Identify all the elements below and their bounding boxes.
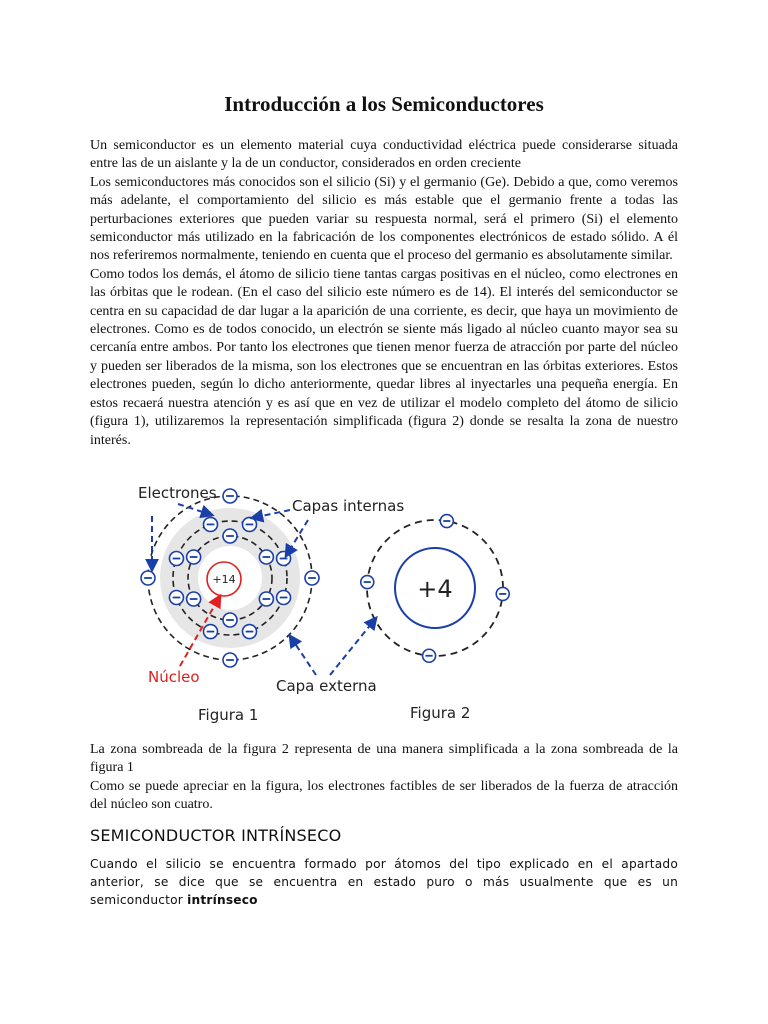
paragraph: Los semiconductores más conocidos son el silicio (Si) y el germanio (Ge). Debido a que, como veremos más adelante, el comportamiento del silicio es más estable que el germanio frente a todas las perturbaciones exteriores que pueden variar su respuesta normal, será el primero (Si) el elemento semiconductor más utilizado en la fabricación de los componentes electrónicos de estado sólido. A él nos referiremos normalmente, teniendo en cuenta que el proceso del germanio es absolutamente similar. <box>90 174 678 264</box>
section-paragraph-bold: intrínseco <box>187 893 258 907</box>
atom-diagram <box>130 478 510 728</box>
paragraph: Como se puede apreciar en la figura, los electrones factibles de ser liberados de la fuerza de atracción del núcleo son cuatro. <box>90 778 678 813</box>
paragraph: La zona sombreada de la figura 2 representa de una manera simplificada a la zona sombreada de la figura 1 <box>90 742 678 776</box>
caption-figura-1: Figura 1 <box>198 706 259 724</box>
arrow-capa-externa-1 <box>290 636 316 675</box>
section-paragraph-text: Cuando el silicio se encuentra formado por átomos del tipo explicado en el apartado anterior, se dice que se encuentra en estado puro o más usualmente que es un semiconductor <box>90 857 678 907</box>
arrow-capas-internas-2 <box>286 520 308 556</box>
arrow-capa-externa-2 <box>330 618 376 675</box>
caption-figura-2: Figura 2 <box>410 704 471 722</box>
label-capas-internas: Capas internas <box>292 497 405 515</box>
label-electrones: Electrones <box>138 484 217 502</box>
label-capa-externa: Capa externa <box>276 677 377 695</box>
paragraph: Como todos los demás, el átomo de silicio tiene tantas cargas positivas en el núcleo, como electrones en las órbitas que le rodean. (En el caso del silicio este número es de 14). El interés del semiconductor se centra en su capacidad de dar lugar a la aparición de una corriente, es decir, que haya un movimiento de electrones. Como es de todos conocido, un electrón se siente más ligado al núcleo cuanto mayor sea su cercanía entre ambos. Por tanto los electrones que tienen menor fuerza de atracción por parte del núcleo y pueden ser liberados de la misma, son los electrones que se encuentran en las órbitas exteriores. Estos electrones pueden, según lo dicho anteriormente, quedar libres al inyectarles una pequeña energía. En estos recaerá nuestra atención y es así que en vez de utilizar el modelo completo del átomo de silicio (figura 1), utilizaremos la representación simplificada (figura 2) donde se resalta la zona de nuestro interés. <box>90 266 678 448</box>
intro-text <box>90 137 678 450</box>
arrow-electrones-right <box>178 504 212 515</box>
atom-figure <box>130 478 510 728</box>
after-figure-text <box>90 741 678 815</box>
nucleus-charge-1: +14 <box>212 573 236 586</box>
paragraph: Un semiconductor es un elemento material cuya conductividad eléctrica puede considerarse situada entre las de un aislante y la de un conductor, considerados en orden creciente <box>90 138 678 172</box>
page-title: Introducción a los Semiconductores <box>224 92 544 116</box>
nucleus-charge-2: +4 <box>417 575 453 603</box>
section-paragraph <box>90 855 678 909</box>
section-heading: SEMICONDUCTOR INTRÍNSECO <box>90 826 342 845</box>
label-nucleo: Núcleo <box>148 668 200 686</box>
